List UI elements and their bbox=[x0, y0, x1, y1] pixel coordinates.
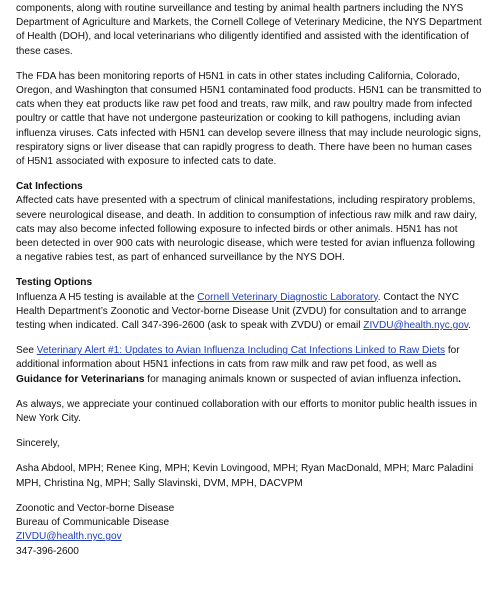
guidance-bold-text: Guidance for Veterinarians bbox=[16, 373, 145, 385]
signature-phone: 347-396-2600 bbox=[16, 545, 79, 557]
see-after-bold-text: for managing animals known or suspected of avian influenza infection bbox=[144, 373, 459, 385]
testing-text-1: Influenza A H5 testing is available at the bbox=[16, 291, 198, 303]
see-alert-paragraph bbox=[16, 344, 482, 387]
signature-bureau: Bureau of Communicable Disease bbox=[16, 517, 170, 529]
see-end-period: . bbox=[458, 373, 461, 385]
zvdu-email-link[interactable]: ZIVDU@health.nyc.gov bbox=[363, 320, 469, 332]
see-text: See bbox=[16, 345, 37, 357]
testing-options-section bbox=[16, 276, 482, 333]
cornell-lab-link[interactable]: Cornell Veterinary Diagnostic Laboratory bbox=[197, 291, 378, 303]
veterinary-alert-link[interactable]: Veterinary Alert #1: Updates to Avian Influenza Including Cat Infections Linked to Raw Diets bbox=[36, 345, 446, 357]
intro-paragraph: components, along with routine surveillance and testing by animal health partners including the NYS Department of Agriculture and Markets, the Cornell College of Veterinary Medicine, the NYS Department of Health (DOH), and local veterinarians who diligently identified and assisted with the identification of these cases. bbox=[16, 3, 482, 57]
closing-paragraph: As always, we appreciate your continued collaboration with our efforts to monitor public health issues in New York City. bbox=[16, 398, 478, 425]
testing-options-heading: Testing Options bbox=[16, 277, 93, 289]
cat-infections-section bbox=[16, 180, 482, 265]
fda-paragraph: The FDA has been monitoring reports of H5N1 in cats in other states including California, Colorado, Oregon, and Washington that consumed H5N1 contaminated food products. H5N1 can be transmitted to cats when they eat products like raw pet food and treats, raw milk, and raw poultry made from infected poultry or cattle that have not undergone pasteurization or cooking to kill pathogens, including avian influenza viruses. Cats infected with H5N1 can develop severe illness that may include neurologic signs, respiratory signs or liver disease that can rapidly progress to death. There have been no human cases of H5N1 associated with exposure to infected cats to date. bbox=[16, 70, 482, 168]
signature-block bbox=[16, 502, 482, 559]
see-middle-text: for additional information about H5N1 infections in cats from raw milk and raw pet food, as well as bbox=[16, 345, 460, 371]
cat-infections-body: Affected cats have presented with a spectrum of clinical manifestations, including respiratory problems, severe neurological disease, and death. In addition to consumption of infectious raw milk and raw dairy, cats may also become infected following exposure to infected birds or other animals. H5N1 has not been detected in over 900 cats with neurologic disease, which were tested for avian influenza following a negative rabies test, as part of enhanced surveillance by the NYS DOH. bbox=[16, 195, 478, 264]
signers-list: Asha Abdool, MPH; Renee King, MPH; Kevin Lovingood, MPH; Ryan MacDonald, MPH; Marc Paladini MPH, Christina Ng, MPH; Sally Slavinski, DVM, MPH, DACVPM bbox=[16, 463, 474, 489]
signature-unit: Zoonotic and Vector-borne Disease bbox=[16, 502, 175, 514]
testing-options-body bbox=[16, 291, 482, 334]
signature-email-link[interactable]: ZIVDU@health.nyc.gov bbox=[16, 531, 122, 543]
testing-text-end: . bbox=[468, 320, 471, 332]
cat-infections-heading: Cat Infections bbox=[16, 181, 83, 193]
sincerely-line: Sincerely, bbox=[16, 438, 60, 450]
testing-text-2: . Contact the NYC Health Department’s Zoonotic and Vector-borne Disease Unit (ZVDU) for consultation and to arrange testing when indicated. Call 347-396-2600 (ask to speak with ZVDU) or email bbox=[16, 291, 467, 332]
